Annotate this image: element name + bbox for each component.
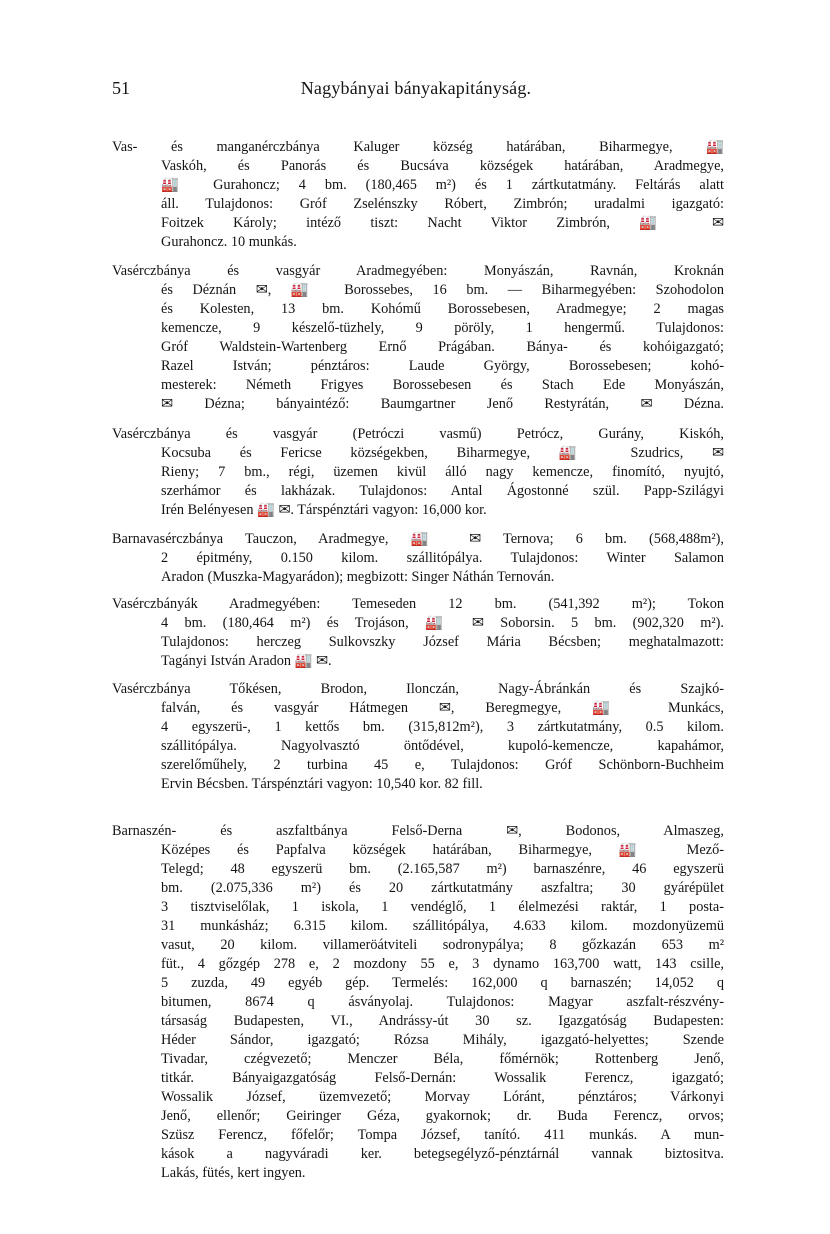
text-line: Razel István; pénztáros: Laude György, Borossebesen; kohó- bbox=[161, 358, 724, 374]
text-line: Középes és Papfalva községek határában, Biharmegye, 🏭 Mező- bbox=[161, 842, 724, 858]
text-line: füt., 4 gőzgép 278 e, 2 mozdony 55 e, 3 dynamo 163,700 watt, 143 csille, bbox=[161, 956, 724, 972]
text-line: Vasérczbánya Tőkésen, Brodon, Ilonczán, Nagy-Ábránkán és Szajkó- bbox=[112, 681, 724, 697]
text-line: Szüsz Ferencz, főfelőr; Tompa József, tanító. 411 munkás. A mun- bbox=[161, 1127, 724, 1143]
paragraph-temeseden bbox=[112, 595, 724, 671]
paragraph-aradmegye-vasgyar bbox=[112, 262, 724, 414]
text-line: Vas- és manganérczbánya Kaluger község határában, Biharmegye, 🏭 bbox=[112, 139, 724, 155]
text-line: kások a nagyváradi ker. betegsegélyző-pénztárnál vannak biztositva. bbox=[161, 1146, 724, 1162]
text-line: mesterek: Németh Frigyes Borossebesen és Stach Ede Monyászán, bbox=[161, 377, 724, 393]
text-line: vasut, 20 kilom. villameröátviteli sodronypálya; 8 gőzkazán 653 m² bbox=[161, 937, 724, 953]
text-line: Vaskóh, és Panorás és Bucsáva községek határában, Aradmegye, bbox=[161, 158, 724, 174]
text-line: társaság Budapesten, VI., Andrássy-út 30 sz. Igazgatóság Budapesten: bbox=[161, 1013, 724, 1029]
text-line: Gurahoncz. 10 munkás. bbox=[161, 234, 297, 250]
text-line: Foitzek Károly; intéző tiszt: Nacht Viktor Zimbrón, 🏭 ✉ bbox=[161, 215, 724, 231]
text-line: falván, és vasgyár Hátmegen ✉, Beregmegye, 🏭 Munkács, bbox=[161, 700, 724, 716]
text-line: és Déznán ✉, 🏭 Borossebes, 16 bm. — Biharmegyében: Szohodolon bbox=[161, 282, 724, 298]
text-line: szerhámor és lakházak. Tulajdonos: Antal Ágostonné szül. Papp-Szilágyi bbox=[161, 483, 724, 499]
text-line: Tulajdonos: herczeg Sulkovszky József Mária Bécsben; meghatalmazott: bbox=[161, 634, 724, 650]
text-line: 🏭 Gurahoncz; 4 bm. (180,465 m²) és 1 zártkutatmány. Feltárás alatt bbox=[161, 177, 724, 193]
paragraph-tokesen bbox=[112, 680, 724, 794]
text-line: Rieny; 7 bm., régi, üzemen kivül álló nagy kemencze, finomító, nyujtó, bbox=[161, 464, 724, 480]
text-line: Tagányi István Aradon 🏭 ✉. bbox=[161, 653, 332, 669]
text-line: Ervin Bécsben. Társpénztári vagyon: 10,540 kor. 82 fill. bbox=[161, 776, 483, 792]
text-line: 2 épitmény, 0.150 kilom. szállitópálya. Tulajdonos: Winter Salamon bbox=[161, 550, 724, 566]
page-number: 51 bbox=[112, 78, 130, 98]
text-line: titkár. Bányaigazgatóság Felső-Dernán: Wossalik Ferencz, igazgató; bbox=[161, 1070, 724, 1086]
paragraph-kaluger bbox=[112, 138, 724, 252]
text-line: Telegd; 48 egyszerü bm. (2.165,587 m²) barnaszénre, 46 egyszerü bbox=[161, 861, 724, 877]
text-line: Wossalik József, üzemvezető; Morvay Lóránt, pénztáros; Várkonyi bbox=[161, 1089, 724, 1105]
text-line: bm. (2.075,336 m²) és 20 zártkutatmány aszfaltra; 30 gyárépület bbox=[161, 880, 724, 896]
text-line: kemencze, 9 készelő-tüzhely, 9 pöröly, 1 hengermű. Tulajdonos: bbox=[161, 320, 724, 336]
page-header bbox=[112, 78, 720, 108]
text-line: 4 egyszerü-, 1 kettős bm. (315,812m²), 3 zártkutatmány, 0.5 kilom. bbox=[161, 719, 724, 735]
text-line: 4 bm. (180,464 m²) és Trojáson, 🏭 ✉ Soborsin. 5 bm. (902,320 m²). bbox=[161, 615, 724, 631]
text-line: Kocsuba és Fericse községekben, Biharmegye, 🏭 Szudrics, ✉ bbox=[161, 445, 724, 461]
text-line: 5 zuzda, 49 egyéb gép. Termelés: 162,000 q barnaszén; 14,052 q bbox=[161, 975, 724, 991]
text-line: Vasérczbányák Aradmegyében: Temeseden 12 bm. (541,392 m²); Tokon bbox=[112, 596, 724, 612]
text-line: Tivadar, czégvezető; Menczer Béla, főmérnök; Rottenberg Jenő, bbox=[161, 1051, 724, 1067]
text-line: szállitópálya. Nagyolvasztó öntődével, kupoló-kemencze, kapahámor, bbox=[161, 738, 724, 754]
text-line: Héder Sándor, igazgató; Rózsa Mihály, igazgató-helyettes; Szende bbox=[161, 1032, 724, 1048]
paragraph-felso-derna bbox=[112, 822, 724, 1183]
text-line: Vasérczbánya és vasgyár Aradmegyében: Monyászán, Ravnán, Kroknán bbox=[112, 263, 724, 279]
text-line: 31 munkásház; 6.315 kilom. szállitópálya, 4.633 kilom. mozdonyüzemü bbox=[161, 918, 724, 934]
text-line: bitumen, 8674 q ásványolaj. Tulajdonos: Magyar aszfalt-részvény- bbox=[161, 994, 724, 1010]
text-line: Lakás, fütés, kert ingyen. bbox=[161, 1165, 306, 1181]
text-line: 3 tisztviselőlak, 1 iskola, 1 vendéglő, 1 élelmezési raktár, 1 posta- bbox=[161, 899, 724, 915]
running-title: Nagybányai bányakapitányság. bbox=[300, 78, 532, 98]
text-line: ✉ Dézna; bányaintéző: Baumgartner Jenő Restyrátán, ✉ Dézna. bbox=[161, 396, 724, 412]
text-line: Jenő, ellenőr; Geiringer Géza, gyakornok; dr. Buda Ferencz, orvos; bbox=[161, 1108, 724, 1124]
text-line: Barnaszén- és aszfaltbánya Felső-Derna ✉, Bodonos, Almaszeg, bbox=[112, 823, 724, 839]
text-line: Gróf Waldstein-Wartenberg Ernő Prágában. Bánya- és kohóigazgató; bbox=[161, 339, 724, 355]
paragraph-petroczi-vasmu bbox=[112, 425, 724, 520]
text-line: áll. Tulajdonos: Gróf Zselénszky Róbert, Zimbrón; uradalmi igazgató: bbox=[161, 196, 724, 212]
text-line: Irén Belényesen 🏭 ✉. Társpénztári vagyon: 16,000 kor. bbox=[161, 502, 487, 518]
text-line: Vasérczbánya és vasgyár (Petróczi vasmű) Petrócz, Gurány, Kiskóh, bbox=[112, 426, 724, 442]
text-line: szerelőműhely, 2 turbina 45 e, Tulajdonos: Gróf Schönborn-Buchheim bbox=[161, 757, 724, 773]
text-line: Aradon (Muszka-Magyarádon); megbizott: Singer Náthán Ternován. bbox=[161, 569, 555, 585]
text-line: és Kolesten, 13 bm. Kohómű Borossebesen, Aradmegye; 2 magas bbox=[161, 301, 724, 317]
text-line: Barnavasérczbánya Tauczon, Aradmegye, 🏭 ✉ Ternova; 6 bm. (568,488m²), bbox=[112, 531, 724, 547]
paragraph-tauczon bbox=[112, 530, 724, 587]
